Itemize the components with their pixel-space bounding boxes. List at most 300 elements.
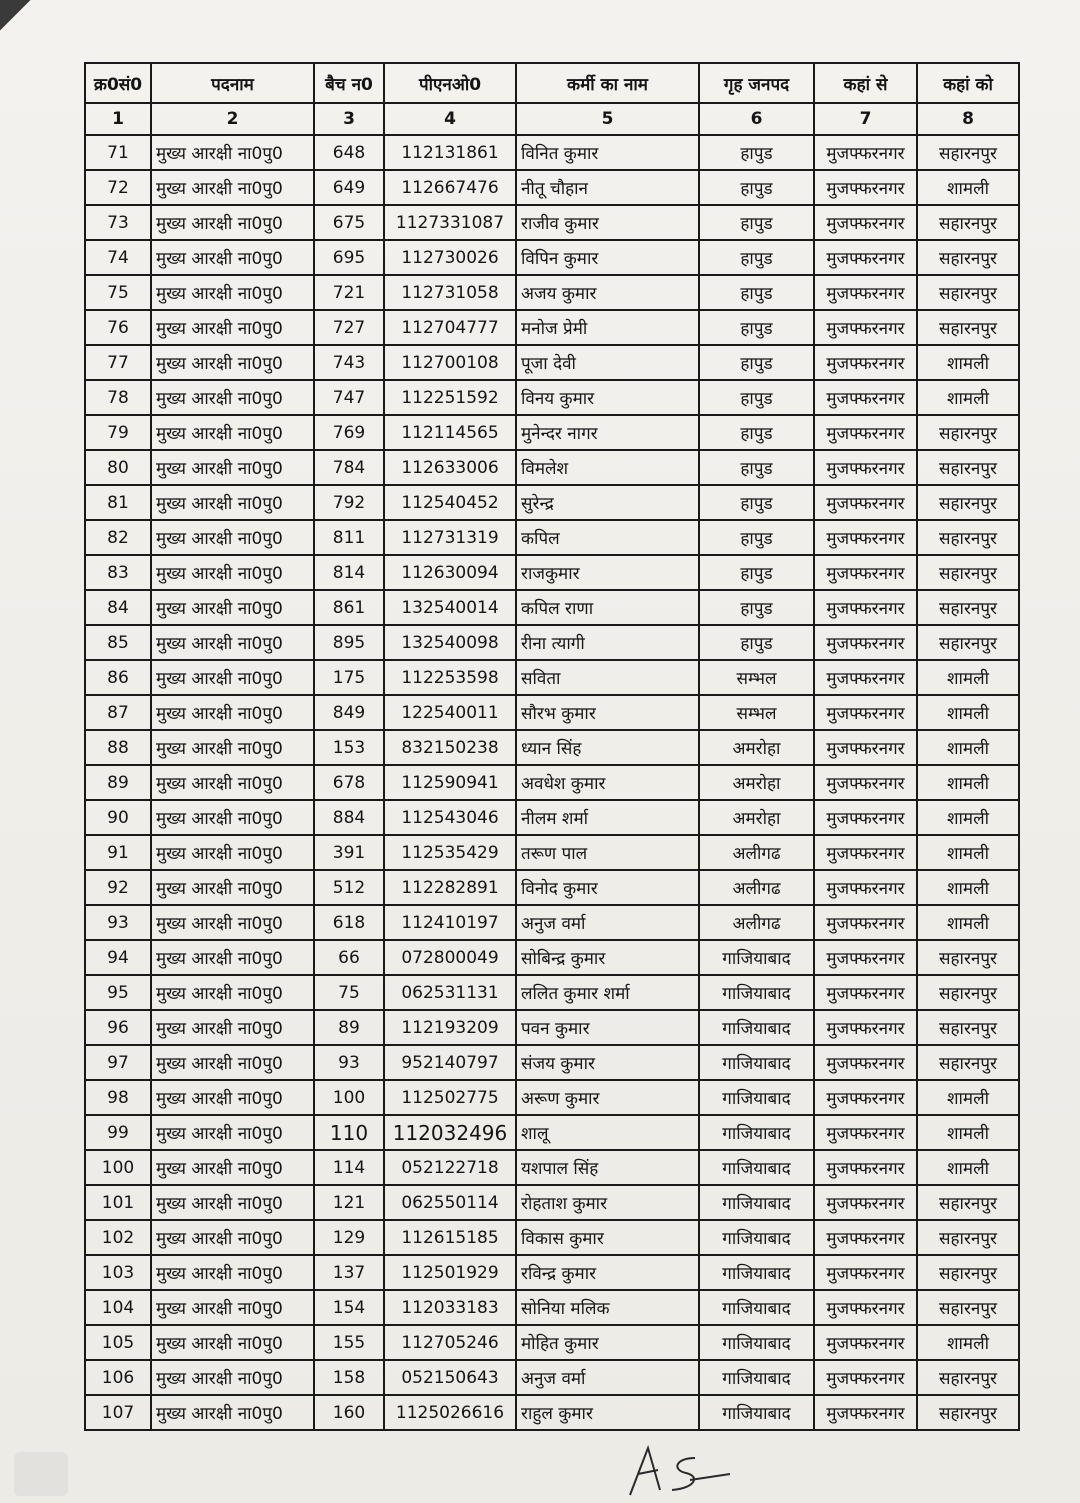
cell-pno: 112540452 (384, 485, 516, 520)
cell-name: पवन कुमार (516, 1010, 699, 1045)
cell-name: अवधेश कुमार (516, 765, 699, 800)
cell-to: शामली (917, 1150, 1019, 1185)
cell-pno: 112535429 (384, 835, 516, 870)
cell-name: पूजा देवी (516, 345, 699, 380)
cell-batch: 93 (314, 1045, 384, 1080)
cell-home-district: हापुड (699, 450, 814, 485)
cell-batch: 121 (314, 1185, 384, 1220)
cell-from: मुजफ्फरनगर (814, 1220, 917, 1255)
cell-pno: 052150643 (384, 1360, 516, 1395)
column-number: 4 (384, 103, 516, 135)
cell-batch: 129 (314, 1220, 384, 1255)
cell-home-district: गाजियाबाद (699, 1150, 814, 1185)
cell-home-district: हापुड (699, 380, 814, 415)
column-number: 6 (699, 103, 814, 135)
cell-name: सोबिन्द्र कुमार (516, 940, 699, 975)
cell-batch: 75 (314, 975, 384, 1010)
cell-pno: 112253598 (384, 660, 516, 695)
cell-serial: 100 (85, 1150, 151, 1185)
table-row (85, 730, 1019, 765)
cell-name: विनय कुमार (516, 380, 699, 415)
cell-post: मुख्य आरक्षी ना0पु0 (151, 1080, 314, 1115)
cell-pno: 112501929 (384, 1255, 516, 1290)
cell-name: नीलम शर्मा (516, 800, 699, 835)
cell-to: शामली (917, 835, 1019, 870)
table-row (85, 135, 1019, 170)
cell-to: शामली (917, 870, 1019, 905)
table-row (85, 1080, 1019, 1115)
cell-serial: 93 (85, 905, 151, 940)
cell-to: सहारनपुर (917, 1045, 1019, 1080)
cell-to: सहारनपुर (917, 1220, 1019, 1255)
cell-from: मुजफ्फरनगर (814, 555, 917, 590)
cell-home-district: अमरोहा (699, 800, 814, 835)
cell-home-district: गाजियाबाद (699, 1010, 814, 1045)
cell-serial: 98 (85, 1080, 151, 1115)
cell-serial: 84 (85, 590, 151, 625)
cell-post: मुख्य आरक्षी ना0पु0 (151, 240, 314, 275)
cell-to: सहारनपुर (917, 625, 1019, 660)
table-row (85, 555, 1019, 590)
cell-serial: 85 (85, 625, 151, 660)
table-row (85, 940, 1019, 975)
table-row (85, 1255, 1019, 1290)
cell-pno: 952140797 (384, 1045, 516, 1080)
cell-serial: 73 (85, 205, 151, 240)
cell-name: संजय कुमार (516, 1045, 699, 1080)
cell-pno: 112705246 (384, 1325, 516, 1360)
cell-post: मुख्य आरक्षी ना0पु0 (151, 1395, 314, 1430)
cell-pno: 112193209 (384, 1010, 516, 1045)
cell-from: मुजफ्फरनगर (814, 975, 917, 1010)
cell-batch: 727 (314, 310, 384, 345)
header-home-district: गृह जनपद (699, 63, 814, 103)
cell-serial: 90 (85, 800, 151, 835)
header-name: कर्मी का नाम (516, 63, 699, 103)
table-row (85, 1325, 1019, 1360)
cell-home-district: हापुड (699, 135, 814, 170)
cell-serial: 71 (85, 135, 151, 170)
cell-serial: 91 (85, 835, 151, 870)
cell-serial: 86 (85, 660, 151, 695)
cell-post: मुख्य आरक्षी ना0पु0 (151, 485, 314, 520)
cell-pno: 112731319 (384, 520, 516, 555)
cell-serial: 95 (85, 975, 151, 1010)
table-row (85, 485, 1019, 520)
cell-pno: 112615185 (384, 1220, 516, 1255)
cell-name: मोहित कुमार (516, 1325, 699, 1360)
table-row (85, 205, 1019, 240)
cell-pno: 1125026616 (384, 1395, 516, 1430)
cell-name: मनोज प्रेमी (516, 310, 699, 345)
cell-batch: 391 (314, 835, 384, 870)
cell-from: मुजफ्फरनगर (814, 1115, 917, 1150)
cell-batch: 649 (314, 170, 384, 205)
cell-pno: 072800049 (384, 940, 516, 975)
cell-batch: 155 (314, 1325, 384, 1360)
cell-post: मुख्य आरक्षी ना0पु0 (151, 1150, 314, 1185)
cell-name: सौरभ कुमार (516, 695, 699, 730)
cell-batch: 66 (314, 940, 384, 975)
cell-to: शामली (917, 1325, 1019, 1360)
table-row (85, 345, 1019, 380)
cell-batch: 811 (314, 520, 384, 555)
cell-post: मुख्य आरक्षी ना0पु0 (151, 450, 314, 485)
cell-from: मुजफ्फरनगर (814, 520, 917, 555)
table-row (85, 450, 1019, 485)
cell-home-district: हापुड (699, 345, 814, 380)
cell-serial: 101 (85, 1185, 151, 1220)
roster-body (85, 135, 1019, 1430)
cell-to: सहारनपुर (917, 1010, 1019, 1045)
cell-from: मुजफ्फरनगर (814, 1045, 917, 1080)
cell-pno: 112410197 (384, 905, 516, 940)
cell-post: मुख्य आरक्षी ना0पु0 (151, 765, 314, 800)
cell-name: विपिन कुमार (516, 240, 699, 275)
cell-from: मुजफ्फरनगर (814, 905, 917, 940)
cell-name: यशपाल सिंह (516, 1150, 699, 1185)
cell-post: मुख्य आरक्षी ना0पु0 (151, 800, 314, 835)
page-thumbnail-badge (14, 1452, 68, 1496)
cell-from: मुजफ्फरनगर (814, 240, 917, 275)
cell-post: मुख्य आरक्षी ना0पु0 (151, 205, 314, 240)
header-from: कहां से (814, 63, 917, 103)
cell-to: सहारनपुर (917, 135, 1019, 170)
cell-post: मुख्य आरक्षी ना0पु0 (151, 1255, 314, 1290)
cell-pno: 112730026 (384, 240, 516, 275)
cell-from: मुजफ्फरनगर (814, 135, 917, 170)
cell-home-district: हापुड (699, 415, 814, 450)
cell-serial: 96 (85, 1010, 151, 1045)
cell-serial: 83 (85, 555, 151, 590)
cell-name: शालू (516, 1115, 699, 1150)
table-row (85, 1220, 1019, 1255)
cell-serial: 81 (85, 485, 151, 520)
cell-post: मुख्य आरक्षी ना0पु0 (151, 345, 314, 380)
cell-name: विनोद कुमार (516, 870, 699, 905)
table-row (85, 380, 1019, 415)
cell-batch: 861 (314, 590, 384, 625)
table-row (85, 905, 1019, 940)
table-row (85, 170, 1019, 205)
cell-name: सविता (516, 660, 699, 695)
cell-serial: 106 (85, 1360, 151, 1395)
cell-to: शामली (917, 800, 1019, 835)
transfer-roster-table (84, 62, 1020, 1431)
cell-batch: 678 (314, 765, 384, 800)
cell-from: मुजफ्फरनगर (814, 590, 917, 625)
table-row (85, 1395, 1019, 1430)
cell-home-district: गाजियाबाद (699, 1220, 814, 1255)
cell-home-district: हापुड (699, 170, 814, 205)
table-row (85, 835, 1019, 870)
cell-home-district: हापुड (699, 520, 814, 555)
cell-pno: 112251592 (384, 380, 516, 415)
signature-mark (620, 1440, 740, 1500)
cell-from: मुजफ्फरनगर (814, 625, 917, 660)
cell-post: मुख्य आरक्षी ना0पु0 (151, 730, 314, 765)
cell-batch: 884 (314, 800, 384, 835)
cell-to: सहारनपुर (917, 450, 1019, 485)
cell-to: शामली (917, 1115, 1019, 1150)
cell-pno: 132540014 (384, 590, 516, 625)
cell-post: मुख्य आरक्षी ना0पु0 (151, 275, 314, 310)
cell-home-district: अलीगढ (699, 870, 814, 905)
cell-post: मुख्य आरक्षी ना0पु0 (151, 835, 314, 870)
cell-name: मुनेन्दर नागर (516, 415, 699, 450)
table-row (85, 1010, 1019, 1045)
table-row (85, 275, 1019, 310)
cell-to: सहारनपुर (917, 975, 1019, 1010)
cell-batch: 747 (314, 380, 384, 415)
cell-name: विनित कुमार (516, 135, 699, 170)
column-number: 7 (814, 103, 917, 135)
cell-pno: 112543046 (384, 800, 516, 835)
cell-post: मुख्य आरक्षी ना0पु0 (151, 870, 314, 905)
cell-batch: 695 (314, 240, 384, 275)
cell-home-district: गाजियाबाद (699, 1325, 814, 1360)
cell-from: मुजफ्फरनगर (814, 380, 917, 415)
cell-pno: 112282891 (384, 870, 516, 905)
cell-from: मुजफ्फरनगर (814, 485, 917, 520)
cell-pno: 112114565 (384, 415, 516, 450)
cell-to: सहारनपुर (917, 1395, 1019, 1430)
cell-pno: 112590941 (384, 765, 516, 800)
cell-to: शामली (917, 730, 1019, 765)
cell-home-district: गाजियाबाद (699, 1045, 814, 1080)
cell-pno: 052122718 (384, 1150, 516, 1185)
cell-name: कपिल (516, 520, 699, 555)
cell-to: सहारनपुर (917, 555, 1019, 590)
table-row (85, 765, 1019, 800)
column-number: 1 (85, 103, 151, 135)
cell-name: तरूण पाल (516, 835, 699, 870)
cell-pno: 132540098 (384, 625, 516, 660)
cell-pno: 062550114 (384, 1185, 516, 1220)
cell-home-district: गाजियाबाद (699, 1395, 814, 1430)
cell-to: सहारनपुर (917, 520, 1019, 555)
cell-from: मुजफ्फरनगर (814, 1395, 917, 1430)
cell-home-district: गाजियाबाद (699, 1185, 814, 1220)
cell-pno: 832150238 (384, 730, 516, 765)
cell-name: अनुज वर्मा (516, 1360, 699, 1395)
table-row (85, 1290, 1019, 1325)
cell-home-district: गाजियाबाद (699, 1290, 814, 1325)
cell-name: विकास कुमार (516, 1220, 699, 1255)
cell-home-district: हापुड (699, 205, 814, 240)
cell-post: मुख्य आरक्षी ना0पु0 (151, 1045, 314, 1080)
cell-home-district: अमरोहा (699, 730, 814, 765)
cell-to: सहारनपुर (917, 310, 1019, 345)
cell-serial: 79 (85, 415, 151, 450)
column-number-row (85, 103, 1019, 135)
cell-from: मुजफ्फरनगर (814, 660, 917, 695)
cell-to: शामली (917, 345, 1019, 380)
cell-serial: 107 (85, 1395, 151, 1430)
header-post: पदनाम (151, 63, 314, 103)
cell-post: मुख्य आरक्षी ना0पु0 (151, 1325, 314, 1360)
cell-batch: 153 (314, 730, 384, 765)
cell-to: शामली (917, 170, 1019, 205)
cell-home-district: अलीगढ (699, 835, 814, 870)
cell-pno: 112630094 (384, 555, 516, 590)
cell-name: अनुज वर्मा (516, 905, 699, 940)
cell-serial: 92 (85, 870, 151, 905)
cell-post: मुख्य आरक्षी ना0पु0 (151, 1360, 314, 1395)
cell-batch: 849 (314, 695, 384, 730)
cell-serial: 99 (85, 1115, 151, 1150)
cell-batch: 100 (314, 1080, 384, 1115)
cell-name: रीना त्यागी (516, 625, 699, 660)
cell-name: सुरेन्द्र (516, 485, 699, 520)
cell-batch: 89 (314, 1010, 384, 1045)
table-row (85, 660, 1019, 695)
cell-to: सहारनपुर (917, 485, 1019, 520)
table-row (85, 415, 1019, 450)
cell-serial: 74 (85, 240, 151, 275)
cell-post: मुख्य आरक्षी ना0पु0 (151, 975, 314, 1010)
cell-from: मुजफ्फरनगर (814, 1010, 917, 1045)
cell-from: मुजफ्फरनगर (814, 835, 917, 870)
cell-serial: 105 (85, 1325, 151, 1360)
cell-name: रोहताश कुमार (516, 1185, 699, 1220)
cell-post: मुख्य आरक्षी ना0पु0 (151, 555, 314, 590)
cell-pno: 112667476 (384, 170, 516, 205)
table-row (85, 870, 1019, 905)
cell-home-district: गाजियाबाद (699, 975, 814, 1010)
cell-serial: 103 (85, 1255, 151, 1290)
cell-from: मुजफ्फरनगर (814, 1150, 917, 1185)
cell-to: सहारनपुर (917, 590, 1019, 625)
cell-pno: 112033183 (384, 1290, 516, 1325)
cell-from: मुजफ्फरनगर (814, 800, 917, 835)
cell-batch: 137 (314, 1255, 384, 1290)
cell-home-district: गाजियाबाद (699, 940, 814, 975)
column-number: 5 (516, 103, 699, 135)
table-row (85, 1115, 1019, 1150)
cell-from: मुजफ्फरनगर (814, 205, 917, 240)
cell-to: शामली (917, 1080, 1019, 1115)
cell-post: मुख्य आरक्षी ना0पु0 (151, 520, 314, 555)
cell-batch: 175 (314, 660, 384, 695)
cell-post: मुख्य आरक्षी ना0पु0 (151, 1220, 314, 1255)
cell-from: मुजफ्फरनगर (814, 870, 917, 905)
cell-to: सहारनपुर (917, 1360, 1019, 1395)
cell-post: मुख्य आरक्षी ना0पु0 (151, 1185, 314, 1220)
cell-pno: 112700108 (384, 345, 516, 380)
cell-pno: 1127331087 (384, 205, 516, 240)
cell-name: ललित कुमार शर्मा (516, 975, 699, 1010)
cell-pno: 112704777 (384, 310, 516, 345)
cell-post: मुख्य आरक्षी ना0पु0 (151, 135, 314, 170)
cell-to: सहारनपुर (917, 1185, 1019, 1220)
cell-name: रविन्द्र कुमार (516, 1255, 699, 1290)
table-row (85, 1360, 1019, 1395)
cell-name: अरूण कुमार (516, 1080, 699, 1115)
cell-serial: 80 (85, 450, 151, 485)
cell-batch: 618 (314, 905, 384, 940)
table-row (85, 1150, 1019, 1185)
cell-from: मुजफ्फरनगर (814, 1185, 917, 1220)
cell-serial: 77 (85, 345, 151, 380)
cell-to: सहारनपुर (917, 205, 1019, 240)
cell-to: शामली (917, 765, 1019, 800)
table-row (85, 625, 1019, 660)
cell-batch: 160 (314, 1395, 384, 1430)
cell-serial: 104 (85, 1290, 151, 1325)
cell-serial: 97 (85, 1045, 151, 1080)
cell-from: मुजफ्फरनगर (814, 345, 917, 380)
table-row (85, 800, 1019, 835)
cell-batch: 154 (314, 1290, 384, 1325)
cell-name: सोनिया मलिक (516, 1290, 699, 1325)
table-row (85, 520, 1019, 555)
cell-to: शामली (917, 380, 1019, 415)
cell-batch: 814 (314, 555, 384, 590)
cell-batch: 114 (314, 1150, 384, 1185)
cell-name: ध्यान सिंह (516, 730, 699, 765)
cell-serial: 88 (85, 730, 151, 765)
cell-batch: 721 (314, 275, 384, 310)
cell-from: मुजफ्फरनगर (814, 415, 917, 450)
cell-from: मुजफ्फरनगर (814, 1255, 917, 1290)
cell-to: सहारनपुर (917, 275, 1019, 310)
cell-home-district: अलीगढ (699, 905, 814, 940)
cell-to: सहारनपुर (917, 940, 1019, 975)
cell-pno: 112633006 (384, 450, 516, 485)
cell-from: मुजफ्फरनगर (814, 1325, 917, 1360)
cell-home-district: गाजियाबाद (699, 1255, 814, 1290)
header-pno: पीएनओ0 (384, 63, 516, 103)
cell-serial: 76 (85, 310, 151, 345)
cell-serial: 82 (85, 520, 151, 555)
cell-serial: 78 (85, 380, 151, 415)
header-batch: बैच न0 (314, 63, 384, 103)
cell-to: सहारनपुर (917, 240, 1019, 275)
cell-post: मुख्य आरक्षी ना0पु0 (151, 625, 314, 660)
cell-batch: 784 (314, 450, 384, 485)
cell-post: मुख्य आरक्षी ना0पु0 (151, 1010, 314, 1045)
cell-pno: 112502775 (384, 1080, 516, 1115)
cell-from: मुजफ्फरनगर (814, 940, 917, 975)
cell-post: मुख्य आरक्षी ना0पु0 (151, 170, 314, 205)
cell-to: सहारनपुर (917, 1255, 1019, 1290)
cell-home-district: हापुड (699, 275, 814, 310)
cell-from: मुजफ्फरनगर (814, 730, 917, 765)
cell-to: शामली (917, 695, 1019, 730)
cell-serial: 87 (85, 695, 151, 730)
cell-serial: 72 (85, 170, 151, 205)
cell-serial: 75 (85, 275, 151, 310)
cell-from: मुजफ्फरनगर (814, 695, 917, 730)
cell-to: सहारनपुर (917, 1290, 1019, 1325)
cell-name: राजकुमार (516, 555, 699, 590)
cell-batch: 512 (314, 870, 384, 905)
cell-batch: 675 (314, 205, 384, 240)
cell-home-district: हापुड (699, 590, 814, 625)
cell-name: कपिल राणा (516, 590, 699, 625)
cell-to: शामली (917, 660, 1019, 695)
cell-to: सहारनपुर (917, 415, 1019, 450)
cell-pno: 112032496 (384, 1115, 516, 1150)
cell-post: मुख्य आरक्षी ना0पु0 (151, 905, 314, 940)
page-corner-shadow (0, 0, 40, 60)
cell-batch: 648 (314, 135, 384, 170)
cell-pno: 122540011 (384, 695, 516, 730)
cell-name: अजय कुमार (516, 275, 699, 310)
header-to: कहां को (917, 63, 1019, 103)
cell-home-district: हापुड (699, 240, 814, 275)
